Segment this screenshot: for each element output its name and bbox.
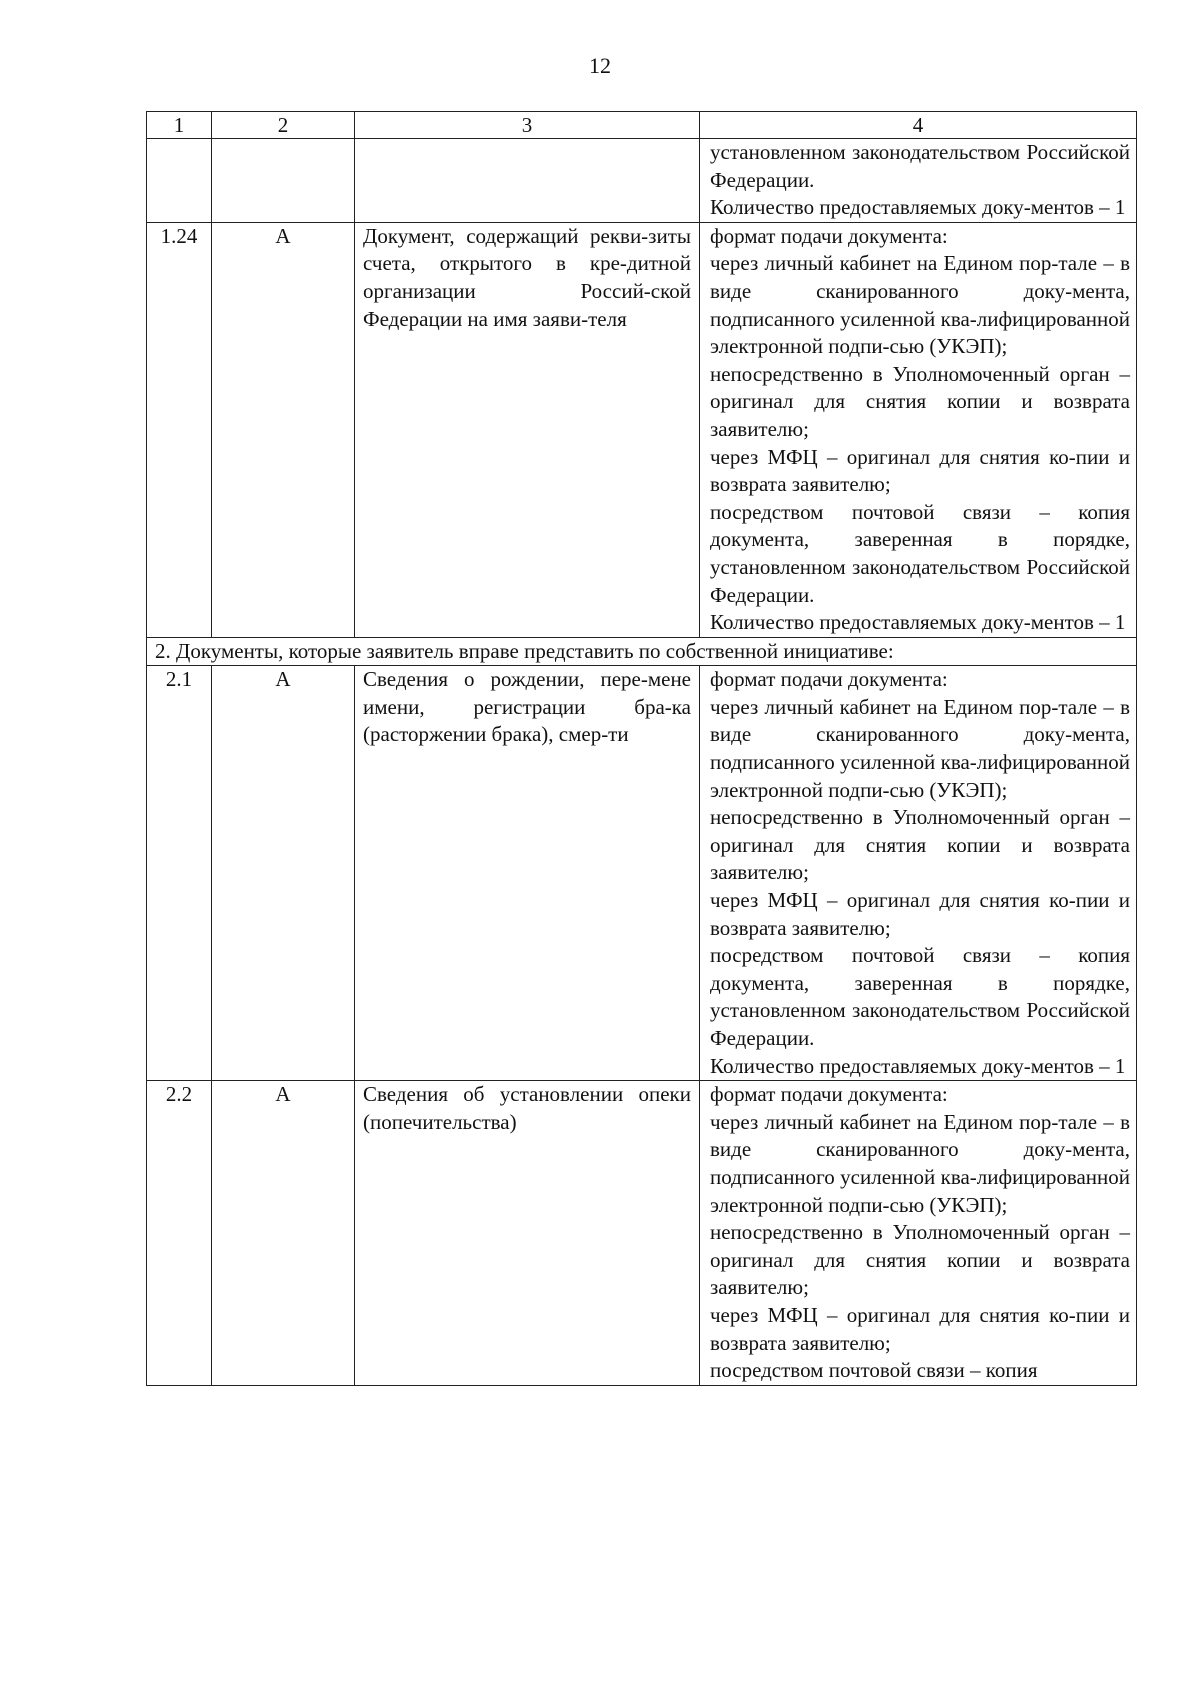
format-post-line: посредством почтовой связи – копия документа, заверенная в порядке, установленном законодательством Российской Федерации. [710,499,1130,607]
category-cell: А [212,222,355,637]
format-authority-line: непосредственно в Уполномоченный орган – оригинал для снятия копии и возврата заявителю; [710,361,1130,441]
document-count-line: Количество предоставляемых доку-ментов – 1 [710,195,1126,220]
format-heading-line: формат подачи документа: [710,1082,948,1107]
document-name-cell: Сведения о рождении, пере-мене имени, регистрации бра-ка (расторжении брака), смер-ти [355,666,700,1081]
row-number-cell: 2.2 [147,1081,212,1386]
format-mfc-line: через МФЦ – оригинал для снятия ко-пии и возврата заявителю; [710,444,1130,497]
submission-format-cell [700,1081,1137,1386]
row-number-cell [147,139,212,223]
document-name-cell: Сведения об установлении опеки (попечительства) [355,1081,700,1386]
section-heading: 2. Документы, которые заявитель вправе представить по собственной инициативе: [147,637,1137,666]
format-post-line: посредством почтовой связи – копия [710,1358,1038,1383]
document-count-line: Количество предоставляемых доку-ментов – 1 [710,1053,1126,1078]
format-portal-line: через личный кабинет на Едином пор-тале – в виде сканированного доку-мента, подписанного усиленной ква-лифицированной электронной подпи-сью (УКЭП); [710,694,1130,802]
column-header-2: 2 [212,112,355,139]
submission-format-cell [700,222,1137,637]
submission-format-cell [700,139,1137,223]
table-row-2-1 [147,666,1137,1081]
documents-table [146,111,1137,1386]
format-text-line: установленном законодательством Российской Федерации. [710,140,1130,192]
format-post-line: посредством почтовой связи – копия документа, заверенная в порядке, установленном законодательством Российской Федерации. [710,943,1130,1050]
table-row-continuation [147,139,1137,223]
format-heading-line: формат подачи документа: [710,667,948,692]
page-number: 12 [589,53,611,78]
table-header-row [147,112,1137,139]
format-authority-line: непосредственно в Уполномоченный орган – оригинал для снятия копии и возврата заявителю; [710,1220,1130,1300]
format-authority-line: непосредственно в Уполномоченный орган – оригинал для снятия копии и возврата заявителю; [710,805,1130,885]
column-header-3: 3 [355,112,700,139]
column-header-1: 1 [147,112,212,139]
table-row-1-24 [147,222,1137,637]
format-portal-line: через личный кабинет на Едином пор-тале – в виде сканированного доку-мента, подписанного усиленной ква-лифицированной электронной подпи-сью (УКЭП); [710,251,1130,359]
document-name-cell [355,139,700,223]
submission-format-cell [700,666,1137,1081]
row-number-cell: 2.1 [147,666,212,1081]
category-cell: А [212,1081,355,1386]
document-count-line: Количество предоставляемых доку-ментов – 1 [710,610,1126,635]
document-name-cell: Документ, содержащий рекви-зиты счета, открытого в кре-дитной организации Россий-ской Федерации на имя заяви-теля [355,222,700,637]
table-row-2-2 [147,1081,1137,1386]
category-cell [212,139,355,223]
format-mfc-line: через МФЦ – оригинал для снятия ко-пии и возврата заявителю; [710,888,1130,940]
format-mfc-line: через МФЦ – оригинал для снятия ко-пии и возврата заявителю; [710,1302,1130,1355]
row-number-cell: 1.24 [147,222,212,637]
format-heading-line: формат подачи документа: [710,223,948,248]
category-cell: А [212,666,355,1081]
column-header-4: 4 [700,112,1137,139]
table-section-row [147,637,1137,666]
format-portal-line: через личный кабинет на Едином пор-тале – в виде сканированного доку-мента, подписанного усиленной ква-лифицированной электронной подпи-сью (УКЭП); [710,1109,1130,1217]
